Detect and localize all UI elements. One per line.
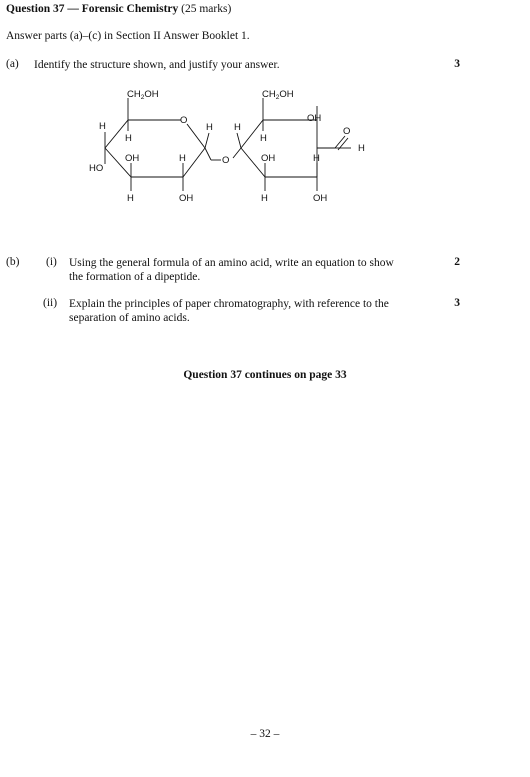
- ring1-oh-inner-label: OH: [125, 153, 140, 164]
- ring1-h-bottom-label: H: [127, 193, 134, 204]
- ring1-h-top-right-label: H: [206, 122, 213, 133]
- part-b-i-line2: the formation of a dipeptide.: [69, 271, 201, 283]
- page-number: – 32 –: [250, 728, 280, 740]
- part-b-i-mark: 2: [454, 256, 460, 268]
- aldehyde-h-label: H: [358, 143, 365, 154]
- question-title: Question 37 — Forensic Chemistry: [6, 3, 179, 15]
- part-b-ii-mark: 3: [454, 297, 460, 309]
- disaccharide-structure: [85, 84, 375, 214]
- ring2-h-inner-label: H: [260, 133, 267, 144]
- ring1-ch2oh-label: $CH_2OH$: [127, 89, 159, 101]
- question-heading: [6, 3, 231, 15]
- question-marks: (25 marks): [181, 3, 232, 15]
- part-b-i-line1: Using the general formula of an amino acid, write an equation to show: [69, 257, 394, 269]
- ring2-oh-top-label: OH: [307, 113, 322, 124]
- part-b-label: (b): [6, 256, 20, 268]
- ring1-o-label: O: [180, 115, 188, 126]
- ring1-h-inner-label: H: [125, 133, 132, 144]
- ring2-h-top-left-label: H: [234, 122, 241, 133]
- ring2-oh-inner-label: OH: [261, 153, 276, 164]
- link-o-label: O: [222, 155, 230, 166]
- aldehyde-o-label: O: [343, 126, 351, 137]
- question-instruction: Answer parts (a)–(c) in Section II Answer Booklet 1.: [6, 30, 250, 42]
- ring1-oh-bottom-label: OH: [179, 193, 194, 204]
- part-b-i-label: (i): [46, 256, 57, 268]
- continue-notice: Question 37 continues on page 33: [183, 369, 347, 381]
- part-b-ii-line2: separation of amino acids.: [69, 312, 190, 324]
- part-a-label: (a): [6, 58, 19, 70]
- part-b-ii-label: (ii): [43, 297, 58, 309]
- ring2-ch2oh-label: $CH_2OH$: [262, 89, 294, 101]
- ring1-h-right-inner-label: H: [179, 153, 186, 164]
- ring2-h-bottom-label: H: [261, 193, 268, 204]
- structure-diagram: [85, 84, 375, 214]
- part-a-text: Identify the structure shown, and justify your answer.: [34, 59, 280, 71]
- ring2-h-right-inner-label: H: [313, 153, 320, 164]
- part-a-mark: 3: [454, 58, 460, 70]
- ring1-ho-label: HO: [89, 163, 104, 174]
- ring2-oh-bottom-label: OH: [313, 193, 328, 204]
- part-b-ii-line1: Explain the principles of paper chromatography, with reference to the: [69, 298, 389, 310]
- ring1-h-left-label: H: [99, 121, 106, 132]
